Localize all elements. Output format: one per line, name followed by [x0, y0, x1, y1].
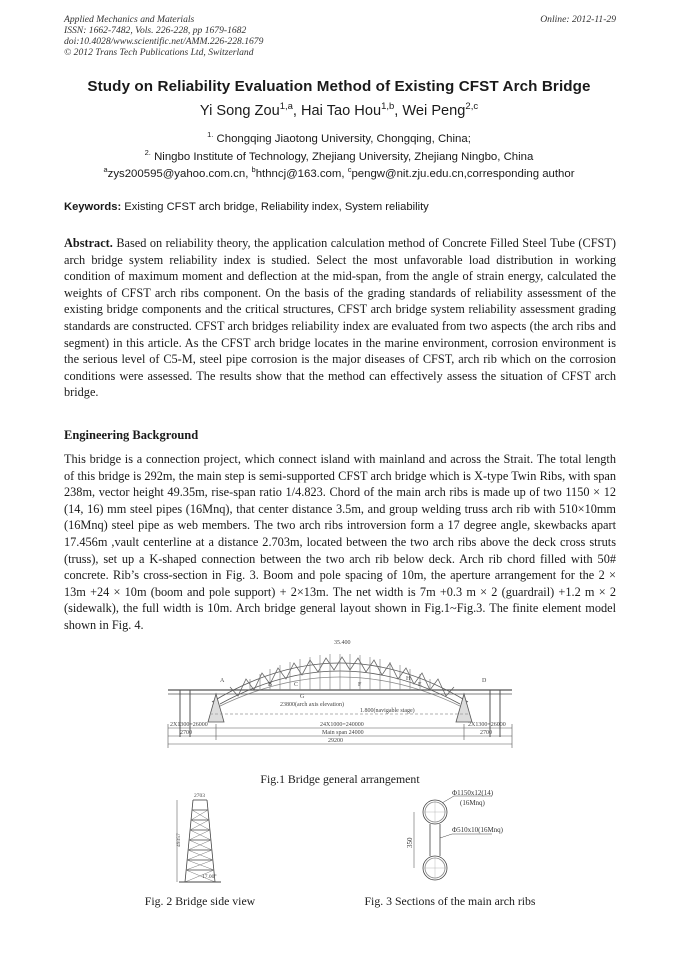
journal-name: Applied Mechanics and Materials [64, 14, 195, 25]
author-affil: 1,a [279, 101, 293, 112]
author-name: Yi Song Zou [199, 102, 280, 119]
affil-text: Ningbo Institute of Technology, Zhejiang University, Zhejiang Ningbo, China [150, 150, 534, 163]
keywords-text: Existing CFST arch bridge, Reliability index, System reliability [121, 201, 429, 213]
affil-mark: 1. [207, 130, 214, 139]
crown-elevation: 35.400 [334, 640, 351, 646]
web-members [430, 824, 440, 856]
author-name: Wei Peng [402, 102, 466, 119]
side-span-left: 2700 [180, 730, 192, 736]
journal-copyright: © 2012 Trans Tech Publications Ltd, Switzerland [64, 47, 254, 58]
section-heading: Engineering Background [64, 428, 199, 442]
abstract-text: Based on reliability theory, the application calculation method of Concrete Filled Steel Tube (CFST) arch bridge system reliability index is studied. Select the most unfavorable load distribution in working condition of maximum moment and deflection at the mid-span, from the angle of strain energy, calculated the weights of CFST arch ribs component. On the basis of the grading standards of reliability assessment of the existing bridge components and the critical structures, CFST arch bridge system reliability assessment grading standards are constructed. CFST arch bridges reliability index are evaluated from two aspects (the arch ribs and segment) in this article. As the CFST arch bridge locates in the marine environment, corrosion environment is the serious level of C5-M, steel pipe corrosion is the major diseases of CFST, arch rib which on the corrosion conditions were assessed. The results show that the method can effectively assess the situation of CFST arch bridge. [64, 236, 616, 400]
author-name: Hai Tao Hou [301, 102, 382, 119]
author-affil: 2,c [465, 101, 479, 112]
height-dim-label: 49357 [176, 833, 182, 847]
sub-span-right: 2X1300=26000 [468, 722, 506, 728]
side-span-right: 2700 [480, 730, 492, 736]
bridge-elevation-drawing [150, 632, 530, 766]
journal-issn: ISSN: 1662-7482, Vols. 226-228, pp 1679-1682 [64, 25, 247, 36]
chord-material-label: (16Mnq) [460, 799, 485, 807]
chord-size-label: Φ1150x12(14) [452, 790, 494, 797]
span-label: 23800(arch axis elevation) [280, 702, 344, 708]
web-size-label: Φ510x10(16Mnq) [452, 826, 504, 834]
email-a[interactable]: zys200595@yahoo.com.cn, [107, 167, 252, 180]
section-height-label: 350 [406, 837, 414, 848]
node-label: C [294, 682, 299, 688]
node-label: G [300, 694, 305, 700]
web-leader [440, 834, 492, 838]
angle-label: 17.00° [202, 874, 217, 880]
skewback-foundations [208, 694, 472, 722]
author-emails [0, 165, 678, 180]
affil-text: Chongqing Jiaotong University, Chongqing, China; [213, 132, 471, 145]
sub-span-left: 2X1300=26000 [170, 722, 208, 728]
journal-doi: doi:10.4028/www.scientific.net/AMM.226-228.1679 [64, 36, 264, 47]
node-label: D [482, 678, 487, 684]
node-label: A [220, 678, 225, 684]
fig2-caption: Fig. 2 Bridge side view [144, 894, 256, 908]
pipe-centerlines [423, 800, 447, 880]
bridge-side-view-drawing [165, 792, 235, 888]
abstract-label: Abstract. [64, 236, 113, 250]
tower-bracing [185, 810, 215, 882]
author-list: Yi Song Zou$^{1,a}$, Hai Tao Hou$^{1,b}$, Wei Peng$^{2,c}$ [199, 101, 479, 119]
water-label: 1.800(navigable stage) [360, 708, 415, 714]
affiliation-1 [0, 130, 678, 145]
node-label: B [268, 682, 273, 688]
node-label: F [358, 682, 362, 688]
node-label: E [418, 682, 422, 688]
keywords-label: Keywords: [64, 201, 122, 213]
rib-cross-section-drawing [380, 790, 540, 890]
email-mark: c [347, 165, 352, 174]
author-affil: 1,b [381, 101, 395, 112]
email-mark: b [251, 165, 256, 174]
sub-span-center: 24X1000=240000 [320, 722, 364, 728]
section-body: This bridge is a connection project, which connect island with mainland and across the Strait. The total length of this bridge is 292m, the main step is semi-supported CFST arch bridge which is X-type Twin Ribs, with span 238m, vector height 49.35m, rise-span ratio 1/4.823. Chord of the main arch ribs is made up of two 1150 × 12 (14, 16) mm steel pipes (16Mnq), that center distance 3.5m, and group welding truss arch rib with 510×10mm (16Mnq) steel pipe as web members. The two arch ribs introversion form a 17 degree angle, skewbacks apart 17.456m ,vault centerline at a distance 2.703m, located between the two arch ribs above the deck cross struts (truss), set up a K-shaped connection between the two arch rib below deck. Arch rib chord filled with 50# concrete. Rib’s cross-section in Fig. 3. Boom and pole spacing of 10m, the aperture arrangement for the 2 × 13m +24 × 10m (boom and pole support) + 2×13m. The net width is 7m +0.3 m × 2 (guardrail) +1.2 m × 2 (sidewalk), the full width is 10m. Arch bridge general layout shown in Fig.1~Fig.3. The finite element model shown in Fig. 4. [64, 452, 616, 632]
email-b[interactable]: hthncj@163.com, [255, 167, 348, 180]
affil-mark: 2. [144, 148, 151, 157]
keywords [64, 201, 616, 213]
total-length-label: 29200 [328, 738, 343, 744]
fig1-caption: Fig.1 Bridge general arrangement [260, 772, 420, 786]
online-date: Online: 2012-11-29 [540, 14, 616, 25]
paper-title: Study on Reliability Evaluation Method of Existing CFST Arch Bridge [87, 78, 591, 95]
affiliation-2 [0, 148, 678, 163]
abstract [64, 235, 616, 401]
node-label: H [406, 676, 411, 682]
main-span-label: Main span 24000 [322, 730, 364, 736]
email-mark: a [103, 165, 108, 174]
top-dim-label: 2703 [194, 793, 205, 799]
email-c[interactable]: pengw@nit.zju.edu.cn,corresponding author [351, 167, 575, 180]
journal-header [64, 14, 616, 58]
fig3-caption: Fig. 3 Sections of the main arch ribs [364, 894, 536, 908]
